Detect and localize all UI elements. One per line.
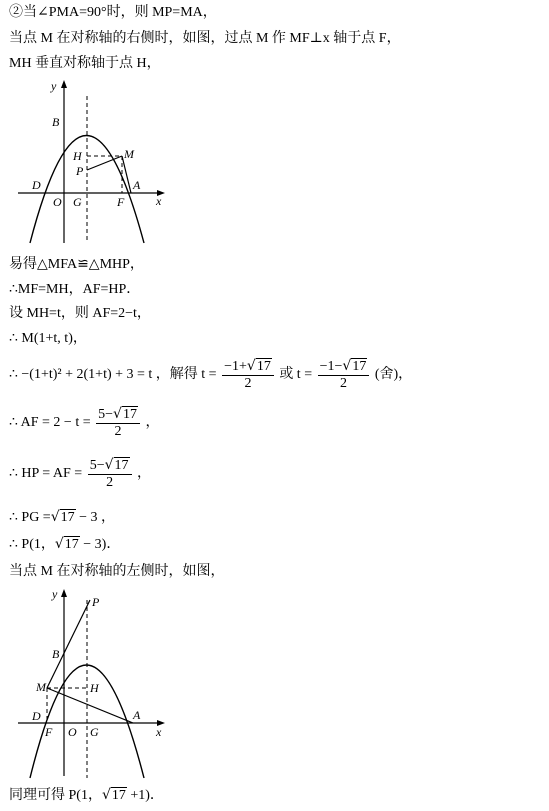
eq9-num-prefix: 5− [98, 407, 114, 422]
eq9-fraction: $\frac{5-√17}{2}$ [96, 406, 140, 440]
fig1-label-A: A [133, 178, 141, 192]
eq10-den: 2 [106, 475, 114, 490]
text-line-5: ∴MF=MH，AF=HP． [9, 282, 141, 297]
eq9-num-sqrt: 17 [122, 407, 137, 422]
eq8-f2-num-sqrt: 17 [352, 359, 367, 374]
eq11-sqrt: 17 [60, 510, 75, 525]
eq10-num-prefix: 5− [89, 458, 105, 473]
fig1-label-G: G [73, 195, 82, 209]
eq8-left: ∴ −(1+t)² + 2(1+t) + 3 = t ，解得 t = [9, 367, 217, 383]
fig1-label-P: P [76, 164, 84, 178]
eq10-left: ∴ HP = AF = [9, 466, 83, 482]
eq11-left: ∴ PG = [9, 510, 51, 525]
fig1-label-B: B [52, 115, 60, 129]
figure-2 [10, 586, 190, 780]
text-line-7: ∴ M(1+t, t)， [9, 331, 87, 346]
eq8-or: 或 t = [279, 367, 313, 383]
eq8-f1-num-sqrt: 17 [256, 359, 271, 374]
eq10-num-sqrt: 17 [114, 458, 129, 473]
text-line-2: 当点 M 在对称轴的右侧时，如图，过点 M 作 MF⊥x 轴于点 F， [9, 31, 401, 46]
fig1-pm-segment [87, 156, 122, 170]
fig2-label-B: B [52, 647, 60, 661]
fig2-label-A: A [133, 708, 141, 722]
eq12-tail: − 3)． [79, 537, 121, 552]
eq8-f2-num-prefix: −1− [319, 359, 343, 374]
fig2-label-G: G [90, 725, 99, 739]
fig1-label-D: D [32, 178, 41, 192]
fig1-y-arrow [61, 80, 67, 88]
text-line-11: ∴ PG =√17 − 3 ， [9, 509, 116, 525]
text-line-13: 当点 M 在对称轴的左侧时，如图， [9, 564, 225, 579]
fig2-mp-segment [47, 600, 90, 688]
eq8-tail: (舍)， [374, 367, 413, 383]
eq8-fraction-2: $\frac{-1-√17}{2}$ [318, 358, 370, 392]
eq9-tail: ， [145, 415, 160, 431]
text-line-10 [9, 457, 151, 491]
eq8-f1-num-prefix: −1+ [224, 359, 247, 374]
fig2-label-H: H [90, 681, 99, 695]
fig1-label-F: F [117, 195, 125, 209]
eq12-left: ∴ P(1， [9, 537, 55, 552]
text-line-9 [9, 406, 159, 440]
text-line-8 [9, 358, 412, 392]
fig1-label-O: O [53, 195, 62, 209]
eq8-fraction-1: $\frac{-1+√17}{2}$ [222, 358, 274, 392]
eq14-sqrt: 17 [111, 788, 126, 803]
fig1-label-y: y [51, 79, 57, 93]
fig2-label-P: P [92, 595, 100, 609]
text-line-6: 设 MH=t，则 AF=2−t， [9, 306, 151, 321]
fig1-label-x: x [156, 194, 162, 208]
fig2-y-arrow [61, 589, 67, 597]
eq12-sqrt: 17 [64, 537, 79, 552]
text-line-14: 同理可得 P(1，√17 +1)． [9, 787, 164, 803]
eq8-f1-den: 2 [244, 376, 252, 391]
fig2-label-D: D [32, 709, 41, 723]
fig2-label-y: y [52, 587, 58, 601]
text-line-1: ②当∠PMA=90°时，则 MP=MA， [9, 5, 217, 20]
eq14-left: 同理可得 P(1， [9, 788, 102, 803]
text-line-12: ∴ P(1，√17 − 3)． [9, 536, 121, 552]
eq9-den: 2 [114, 424, 122, 439]
fig2-label-O: O [68, 725, 77, 739]
eq11-tail: − 3 ， [75, 510, 116, 525]
fig2-label-F: F [45, 725, 53, 739]
fig1-label-M: M [124, 147, 134, 161]
fig1-label-H: H [73, 149, 82, 163]
eq9-left: ∴ AF = 2 − t = [9, 415, 91, 431]
eq8-f2-den: 2 [339, 376, 347, 391]
text-line-3: MH 垂直对称轴于点 H， [9, 56, 161, 71]
eq14-tail: +1)． [126, 788, 164, 803]
fig2-label-x: x [156, 725, 162, 739]
figure-1 [10, 78, 190, 248]
fig2-label-M: M [36, 680, 46, 694]
text-line-4: 易得△MFA≌△MHP， [9, 257, 144, 272]
eq10-fraction: $\frac{5-√17}{2}$ [88, 457, 132, 491]
eq10-tail: ， [137, 466, 152, 482]
